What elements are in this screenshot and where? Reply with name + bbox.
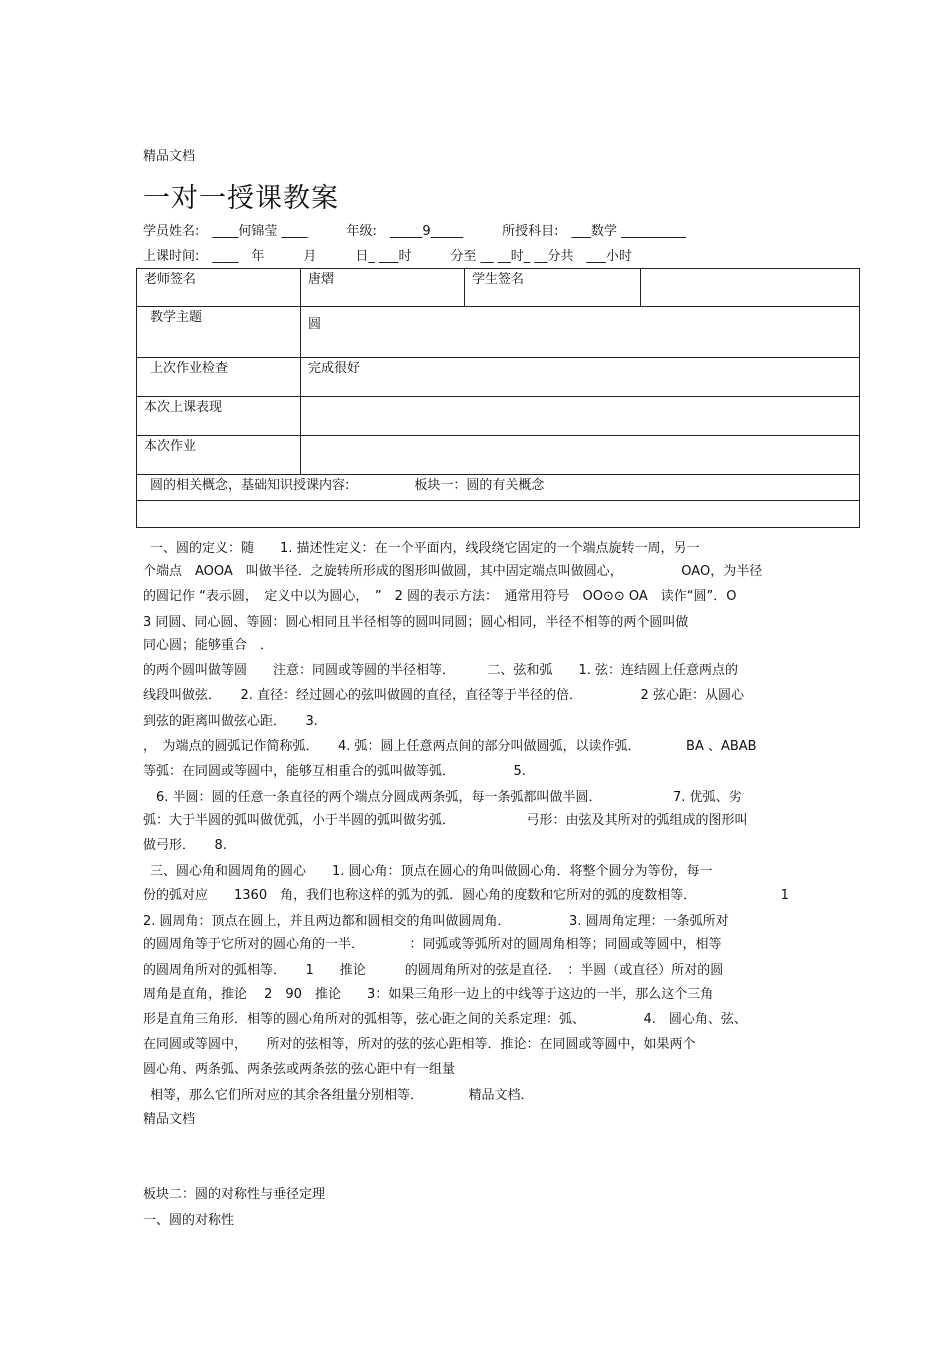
teacher-sign-value: 唐熠 xyxy=(301,269,465,307)
section2-title: 板块二：圆的对称性与垂径定理 xyxy=(143,1187,326,1202)
body-line: 等弧：在同圆或等圆中，能够互相重合的弧叫做等弧． 5. xyxy=(143,764,526,779)
homework-check-label: 上次作业检查 xyxy=(137,358,301,397)
body-line: 在同圆或等圆中， 所对的弦相等，所对的弦的弦心距相等．推论：在同圆或等圆中，如果两个 xyxy=(143,1037,696,1052)
body-line: 一、圆的定义：随 1. 描述性定义：在一个平面内，线段绕它固定的一个端点旋转一周，另一 xyxy=(150,541,700,556)
performance-value xyxy=(301,397,860,436)
body-line: 周角是直角，推论 2 90 推论 3：如果三角形一边上的中线等于这边的一半，那么这个三角 xyxy=(143,987,714,1002)
body-line: 相等，那么它们所对应的其余各组量分别相等． 精品文档． xyxy=(150,1088,534,1103)
body-line: 2. 圆周角：顶点在圆上，并且两边都和圆相交的角叫做圆周角． 3. 圆周角定理：一条弧所对 xyxy=(143,914,729,929)
performance-label: 本次上课表现 xyxy=(137,397,301,436)
topic-value: 圆 xyxy=(301,307,860,358)
body-line: 线段叫做弦． 2. 直径：经过圆心的弦叫做圆的直径，直径等于半径的倍． 2 弦心距：从圆心 xyxy=(143,688,744,703)
body-line: 三、圆心角和圆周角的圆心 1. 圆心角：顶点在圆心的角叫做圆心角．将整个圆分为等份，每一 xyxy=(150,864,713,879)
topic-label: 教学主题 xyxy=(137,307,301,358)
student-sign-value xyxy=(641,269,860,307)
teacher-sign-label: 老师签名 xyxy=(137,269,301,307)
homework-check-value: 完成很好 xyxy=(301,358,860,397)
body-line: 的圆记作 “表示圆， 定义中以为圆心， ” 2 圆的表示方法： 通常用符号 OO⊙⊙ OA 读作“圆”．O xyxy=(143,589,737,604)
body-line: 6. 半圆：圆的任意一条直径的两个端点分圆成两条弧，每一条弧都叫做半圆． 7. 优弧、劣 xyxy=(143,790,742,805)
body-line: 的两个圆叫做等圆 注意：同圆或等圆的半径相等． 二、弦和弧 1. 弦：连结圆上任意两点的 xyxy=(143,663,739,678)
body-line: 3 同圆、同心圆、等圆：圆心相同且半径相等的圆叫同圆；圆心相同，半径不相等的两个圆叫做 xyxy=(143,615,689,630)
page-title: 一对一授课教案 xyxy=(143,183,339,214)
student-sign-label: 学生签名 xyxy=(465,269,641,307)
body-line: 同心圆；能够重合 ． xyxy=(143,638,274,653)
body-line: ， 为端点的圆弧记作简称弧． 4. 弧：圆上任意两点间的部分叫做圆弧，以读作弧． BA 、ABAB xyxy=(143,739,757,754)
body-line: 份的弧对应 1360 角，我们也称这样的弧为的弧．圆心角的度数和它所对的弧的度数相等． 1 xyxy=(143,888,789,903)
section2-subtitle: 一、圆的对称性 xyxy=(143,1213,235,1228)
watermark-bottom: 精品文档 xyxy=(143,1112,196,1127)
student-info-row: 学员姓名: ____何锦莹 ____ 年级: _____9_____ 所授科目: ___数学 __________ xyxy=(143,224,687,239)
body-line: 到弦的距离叫做弦心距． 3. xyxy=(143,714,318,729)
body-line: 做弓形． 8. xyxy=(143,838,227,853)
body-line: 形是直角三角形．相等的圆心角所对的弧相等，弦心距之间的关系定理：弧、 4. 圆心角、弦、 xyxy=(143,1012,747,1027)
lesson-plan-table xyxy=(136,268,860,528)
body-line: 个端点 AOOA 叫做半径．之旋转所形成的图形叫做圆，其中固定端点叫做圆心， OAO，为半径 xyxy=(143,564,763,579)
content-row: 圆的相关概念，基础知识授课内容: 板块一：圆的有关概念 xyxy=(137,475,860,501)
empty-row xyxy=(137,501,860,528)
class-time-row: 上课时间: ____ 年 月 日_ ___时 分至 __ __时_ __分共 ___小时 xyxy=(143,249,632,264)
body-line: 圆心角、两条弧、两条弦或两条弦的弦心距中有一组量 xyxy=(143,1062,456,1077)
homework-label: 本次作业 xyxy=(137,436,301,475)
body-line: 的圆周角所对的弧相等． 1 推论 的圆周角所对的弦是直径． ：半圆（或直径）所对的圆 xyxy=(143,963,724,978)
body-line: 弧：大于半圆的弧叫做优弧，小于半圆的弧叫做劣弧． 弓形：由弦及其所对的弧组成的图形叫 xyxy=(143,813,748,828)
watermark-top: 精品文档 xyxy=(143,149,196,164)
homework-value xyxy=(301,436,860,475)
body-line: 的圆周角等于它所对的圆心角的一半． ：同弧或等弧所对的圆周角相等；同圆或等圆中，相等 xyxy=(143,937,722,952)
